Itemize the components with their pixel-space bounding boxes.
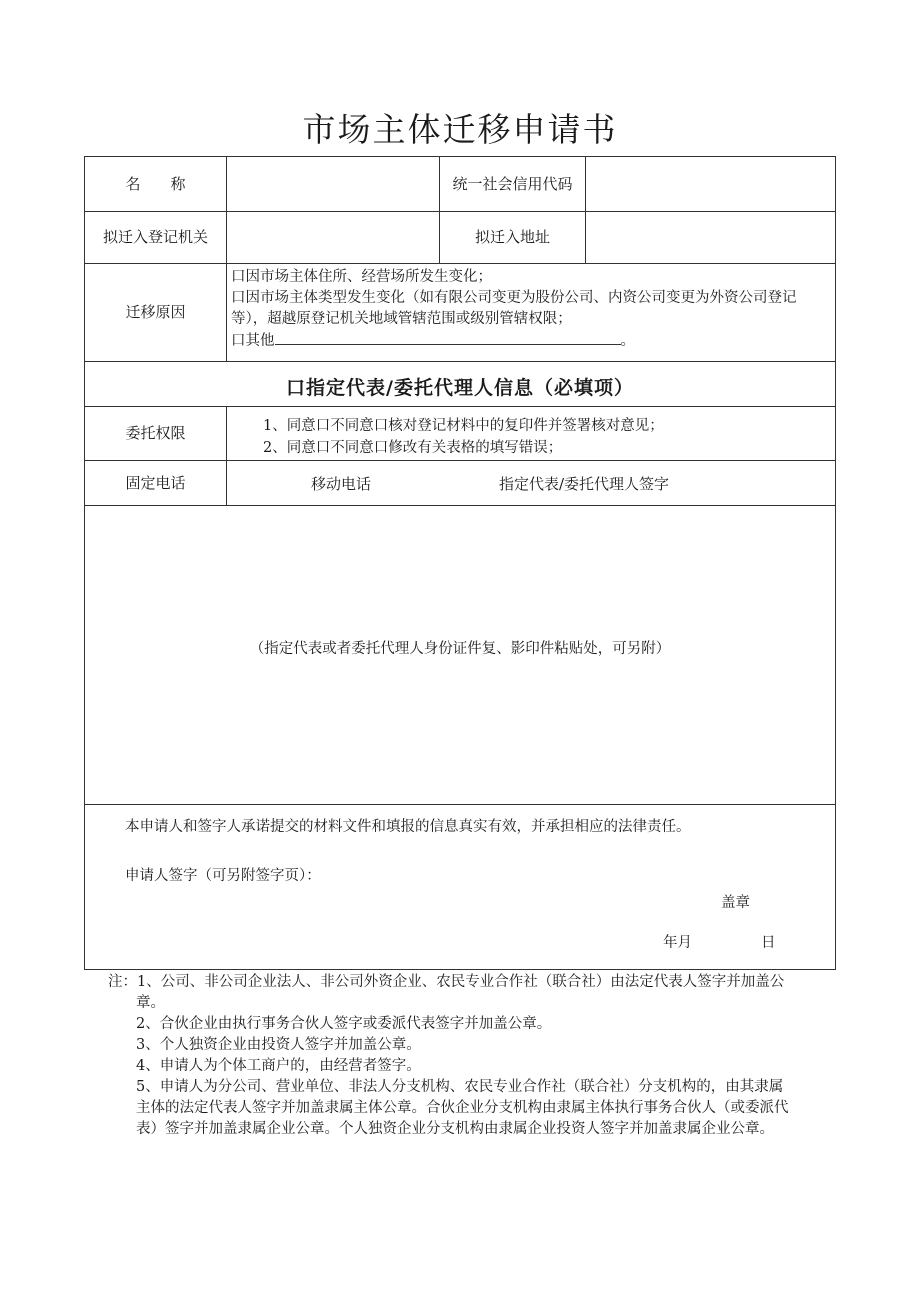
- id-attachment-note: （指定代表或者委托代理人身份证件复、影印件粘贴处，可另附）: [249, 641, 671, 657]
- name-input[interactable]: [227, 157, 439, 211]
- reason-option-other[interactable]: [231, 330, 831, 352]
- authority-item-1[interactable]: 1、同意口不同意口核对登记材料中的复印件并签署核对意见；: [263, 418, 664, 434]
- target-address-input[interactable]: [586, 212, 835, 263]
- target-authority-label: 拟迁入登记机关: [102, 228, 208, 247]
- application-form: [84, 156, 836, 970]
- authority-label: 委托权限: [125, 424, 186, 443]
- row-divider: [85, 804, 835, 805]
- authority-items: [263, 415, 664, 459]
- note-1: 注：1、公司、非公司企业法人、非公司外资企业、农民专业合作社（联合社）由法定代表人签字并加盖公: [108, 974, 785, 990]
- col-divider: [226, 406, 227, 505]
- note-2: 2、合伙企业由执行事务合伙人签字或委派代表签字并加盖公章。: [136, 1016, 552, 1032]
- reason-options: [231, 267, 831, 352]
- notes: [108, 972, 838, 1140]
- note-1-cont: 章。: [136, 995, 165, 1011]
- mobile-phone-label: 移动电话: [311, 475, 372, 493]
- seal-label: 盖章: [721, 895, 750, 911]
- note-3: 3、个人独资企业由投资人签字并加盖公章。: [136, 1037, 421, 1053]
- reason-option-type[interactable]: 口因市场主体类型发生变化（如有限公司变更为股份公司、内资公司变更为外资公司登记: [231, 290, 797, 306]
- reason-label: 迁移原因: [125, 303, 186, 322]
- reason-other-prefix: 口其他: [231, 333, 275, 349]
- note-5-cont: 主体的法定代表人签字并加盖隶属主体公章。合伙企业分支机构由隶属主体执行事务合伙人（或委派代: [136, 1100, 789, 1116]
- section-title: 口指定代表/委托代理人信息（必填项）: [286, 376, 634, 399]
- name-label: 名 称: [125, 174, 186, 193]
- reason-other-suffix: 。: [620, 333, 635, 349]
- authority-item-2[interactable]: 2、同意口不同意口修改有关表格的填写错误；: [263, 440, 563, 456]
- date-year-month: 年月: [663, 935, 692, 951]
- reason-other-blank[interactable]: [275, 330, 621, 345]
- note-5-cont-2: 表）签字并加盖隶属企业公章。个人独资企业分支机构由隶属企业投资人签字并加盖隶属企业公章。: [136, 1121, 774, 1137]
- reason-option-type-cont: 等），超越原登记机关地域管辖范围或级别管辖权限；: [231, 311, 572, 327]
- agent-signature-label: 指定代表/委托代理人签字: [499, 475, 670, 493]
- row-divider: [85, 505, 835, 506]
- fixed-phone-label: 固定电话: [125, 473, 186, 492]
- note-4: 4、申请人为个体工商户的，由经营者签字。: [136, 1058, 421, 1074]
- date-day: 日: [761, 935, 776, 951]
- credit-code-input[interactable]: [586, 157, 835, 211]
- page-title: 市场主体迁移申请书: [302, 110, 618, 149]
- reason-option-address[interactable]: 口因市场主体住所、经营场所发生变化；: [231, 269, 492, 285]
- note-5: 5、申请人为分公司、营业单位、非法人分支机构、农民专业合作社（联合社）分支机构的，由其隶属: [136, 1079, 784, 1095]
- credit-code-label: 统一社会信用代码: [452, 174, 573, 193]
- target-authority-input[interactable]: [227, 212, 439, 263]
- target-address-label: 拟迁入地址: [474, 228, 550, 247]
- declaration-promise: 本申请人和签字人承诺提交的材料文件和填报的信息真实有效，并承担相应的法律责任。: [125, 819, 691, 835]
- applicant-signature-label: 申请人签字（可另附签字页）：: [125, 868, 321, 884]
